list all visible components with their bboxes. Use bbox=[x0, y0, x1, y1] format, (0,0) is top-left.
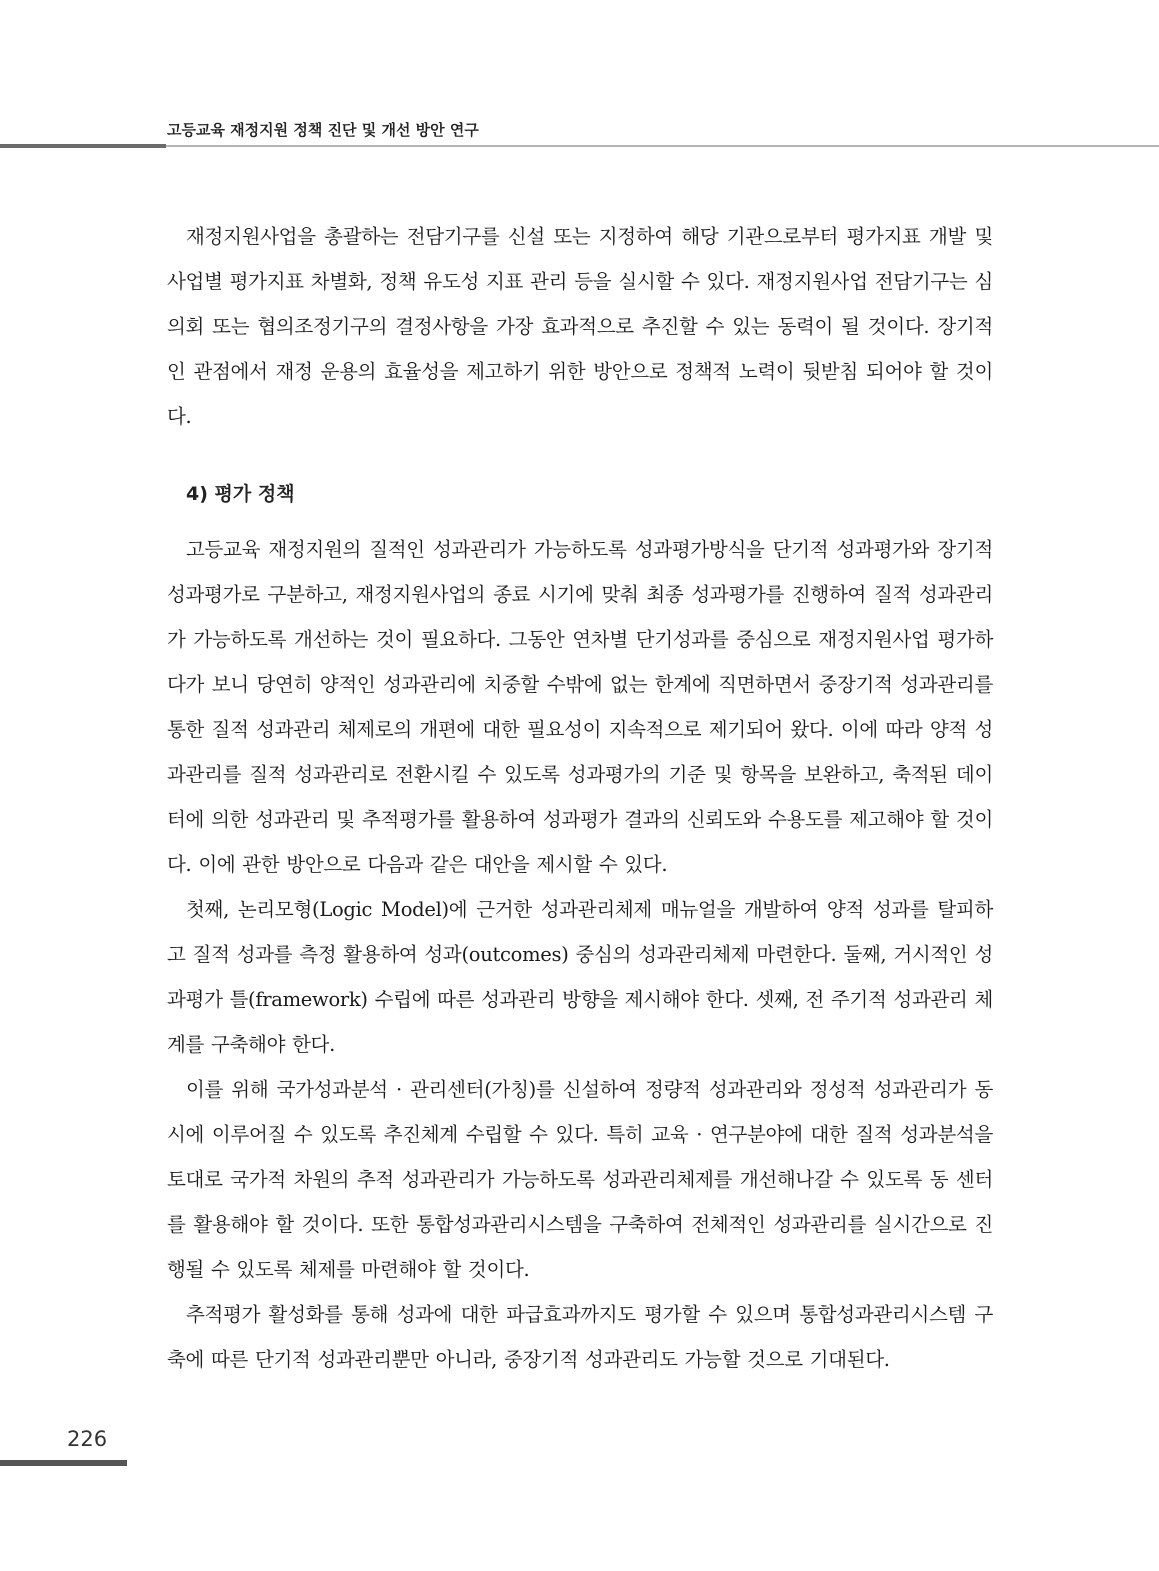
section-heading: 4) 평가 정책 bbox=[186, 483, 295, 505]
header-rule-accent bbox=[0, 144, 166, 148]
running-header-title: 고등교육 재정지원 정책 진단 및 개선 방안 연구 bbox=[167, 121, 479, 139]
paragraph-alternatives: 첫째, 논리모형(Logic Model)에 근거한 성과관리체제 매뉴얼을 개발하여 양적 성과를 탈피하고 질적 성과를 측정 활용하여 성과(outcomes) 중심의 성과관리체제 마련한다. 둘째, 거시적인 성과평가 틀(framework) 수립에 따른 성과관리 방향을 제시해야 한다. 셋째, 전 주기적 성과관리 체계를 구축해야 한다. bbox=[167, 898, 993, 1056]
footer-rule bbox=[0, 1460, 127, 1466]
intro-paragraph: 재정지원사업을 총괄하는 전담기구를 신설 또는 지정하여 해당 기관으로부터 평가지표 개발 및 사업별 평가지표 차별화, 정책 유도성 지표 관리 등을 실시할 수 있다. 재정지원사업 전담기구는 심의회 또는 협의조정기구의 결정사항을 가장 효과적으로 추진할 수 있는 동력이 될 것이다. 장기적인 관점에서 재정 운용의 효율성을 제고하기 위한 방안으로 정책적 노력이 뒷받침 되어야 할 것이다. bbox=[167, 225, 993, 428]
header-rule bbox=[166, 145, 1159, 147]
body-content bbox=[167, 214, 993, 1382]
page-number: 226 bbox=[67, 1427, 108, 1451]
paragraph-center-establishment: 이를 위해 국가성과분석 · 관리센터(가칭)를 신설하여 정량적 성과관리와 정성적 성과관리가 동시에 이루어질 수 있도록 추진체계 수립할 수 있다. 특히 교육 · 연구분야에 대한 질적 성과분석을 토대로 국가적 차원의 추적 성과관리가 가능하도록 성과관리체제를 개선해나갈 수 있도록 동 센터를 활용해야 할 것이다. 또한 통합성과관리시스템을 구축하여 전체적인 성과관리를 실시간으로 진행될 수 있도록 체제를 마련해야 할 것이다. bbox=[167, 1078, 993, 1281]
paragraph-evaluation-overview: 고등교육 재정지원의 질적인 성과관리가 가능하도록 성과평가방식을 단기적 성과평가와 장기적 성과평가로 구분하고, 재정지원사업의 종료 시기에 맞춰 최종 성과평가를 진행하여 질적 성과관리가 가능하도록 개선하는 것이 필요하다. 그동안 연차별 단기성과를 중심으로 재정지원사업 평가하다가 보니 당연히 양적인 성과관리에 치중할 수밖에 없는 한계에 직면하면서 중장기적 성과관리를 통한 질적 성과관리 체제로의 개편에 대한 필요성이 지속적으로 제기되어 왔다. 이에 따라 양적 성과관리를 질적 성과관리로 전환시킬 수 있도록 성과평가의 기준 및 항목을 보완하고, 축적된 데이터에 의한 성과관리 및 추적평가를 활용하여 성과평가 결과의 신뢰도와 수용도를 제고해야 할 것이다. 이에 관한 방안으로 다음과 같은 대안을 제시할 수 있다. bbox=[167, 538, 993, 876]
paragraph-tracking-evaluation: 추적평가 활성화를 통해 성과에 대한 파급효과까지도 평가할 수 있으며 통합성과관리시스템 구축에 따른 단기적 성과관리뿐만 아니라, 중장기적 성과관리도 가능할 것으로 기대된다. bbox=[167, 1303, 993, 1371]
